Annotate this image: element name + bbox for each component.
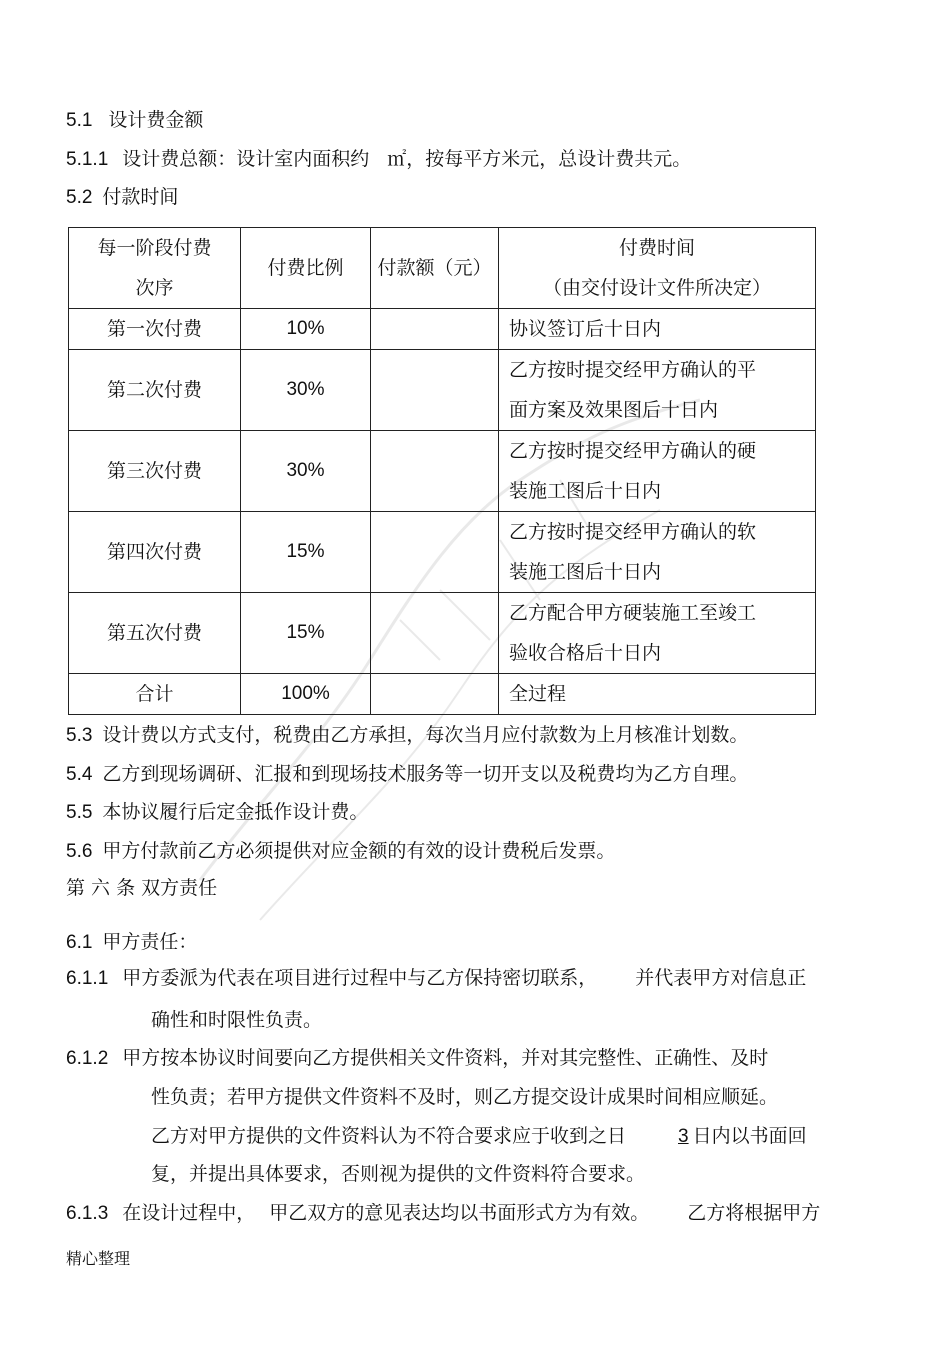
table-row (69, 512, 816, 593)
amount-cell (371, 512, 499, 593)
total-label-cell: 合计 (69, 674, 241, 715)
section-6-1-1-cont: 确性和时限性负责。 (151, 1009, 323, 1031)
header-ratio: 付费比例 (241, 228, 371, 309)
section-6-1-1: 6.1.1 甲方委派为代表在项目进行过程中与乙方保持密切联系， 并代表甲方对信息正 (66, 967, 807, 989)
ratio-cell: 10% (241, 309, 371, 350)
total-ratio-cell: 100% (241, 674, 371, 715)
table-total-row (69, 674, 816, 715)
stage-cell: 第二次付费 (69, 350, 241, 431)
ratio-cell: 30% (241, 350, 371, 431)
time-cell: 乙方按时提交经甲方确认的平 面方案及效果图后十日内 (499, 350, 816, 431)
section-6-1-2-line2: 性负责；若甲方提供文件资料不及时，则乙方提交设计成果时间相应顺延。 (151, 1086, 779, 1108)
section-6-1: 6.1 甲方责任： (66, 931, 198, 953)
ratio-cell: 15% (241, 512, 371, 593)
header-time: 付费时间 （由交付设计文件所决定） (499, 228, 816, 309)
section-5-1-1: 5.1.1 设计费总额：设计室内面积约 ㎡，按每平方米元，总设计费共元。 (66, 148, 692, 170)
time-cell: 乙方配合甲方硬装施工至竣工 验收合格后十日内 (499, 593, 816, 674)
footer-note: 精心整理 (66, 1249, 131, 1268)
time-cell: 乙方按时提交经甲方确认的软 装施工图后十日内 (499, 512, 816, 593)
time-cell: 协议签订后十日内 (499, 309, 816, 350)
total-amount-cell (371, 674, 499, 715)
payment-schedule-table (68, 227, 816, 715)
section-6-1-3: 6.1.3 在设计过程中， 甲乙双方的意见表达均以书面形式方为有效。 乙方将根据甲方 (66, 1202, 821, 1224)
table-row (69, 309, 816, 350)
section-5-5: 5.5 本协议履行后定金抵作设计费。 (66, 801, 369, 823)
section-5-3: 5.3 设计费以方式支付，税费由乙方承担，每次当月应付款数为上月核准计划数。 (66, 724, 749, 746)
table-header-row (69, 228, 816, 309)
section-6-1-2-line3: 乙方对甲方提供的文件资料认为不符合要求应于收到之日 3 日内以书面回 (151, 1125, 807, 1147)
section-5-4: 5.4 乙方到现场调研、汇报和到现场技术服务等一切开支以及税费均为乙方自理。 (66, 763, 749, 785)
article-6-heading: 第 六 条 双方责任 (66, 877, 218, 899)
section-6-1-2-line4: 复，并提出具体要求，否则视为提供的文件资料符合要求。 (151, 1163, 646, 1185)
stage-cell: 第五次付费 (69, 593, 241, 674)
section-6-1-2: 6.1.2 甲方按本协议时间要向乙方提供相关文件资料，并对其完整性、正确性、及时 (66, 1047, 769, 1069)
table-row (69, 593, 816, 674)
amount-cell (371, 350, 499, 431)
ratio-cell: 15% (241, 593, 371, 674)
section-5-6: 5.6 甲方付款前乙方必须提供对应金额的有效的设计费税后发票。 (66, 840, 616, 862)
header-amount: 付款额（元） (371, 228, 499, 309)
amount-cell (371, 593, 499, 674)
section-5-1: 5.1 设计费金额 (66, 109, 204, 131)
ratio-cell: 30% (241, 431, 371, 512)
table-row (69, 350, 816, 431)
amount-cell (371, 309, 499, 350)
total-time-cell: 全过程 (499, 674, 816, 715)
table-row (69, 431, 816, 512)
stage-cell: 第三次付费 (69, 431, 241, 512)
stage-cell: 第四次付费 (69, 512, 241, 593)
section-5-2: 5.2 付款时间 (66, 186, 179, 208)
amount-cell (371, 431, 499, 512)
stage-cell: 第一次付费 (69, 309, 241, 350)
time-cell: 乙方按时提交经甲方确认的硬 装施工图后十日内 (499, 431, 816, 512)
header-stage: 每一阶段付费 次序 (69, 228, 241, 309)
